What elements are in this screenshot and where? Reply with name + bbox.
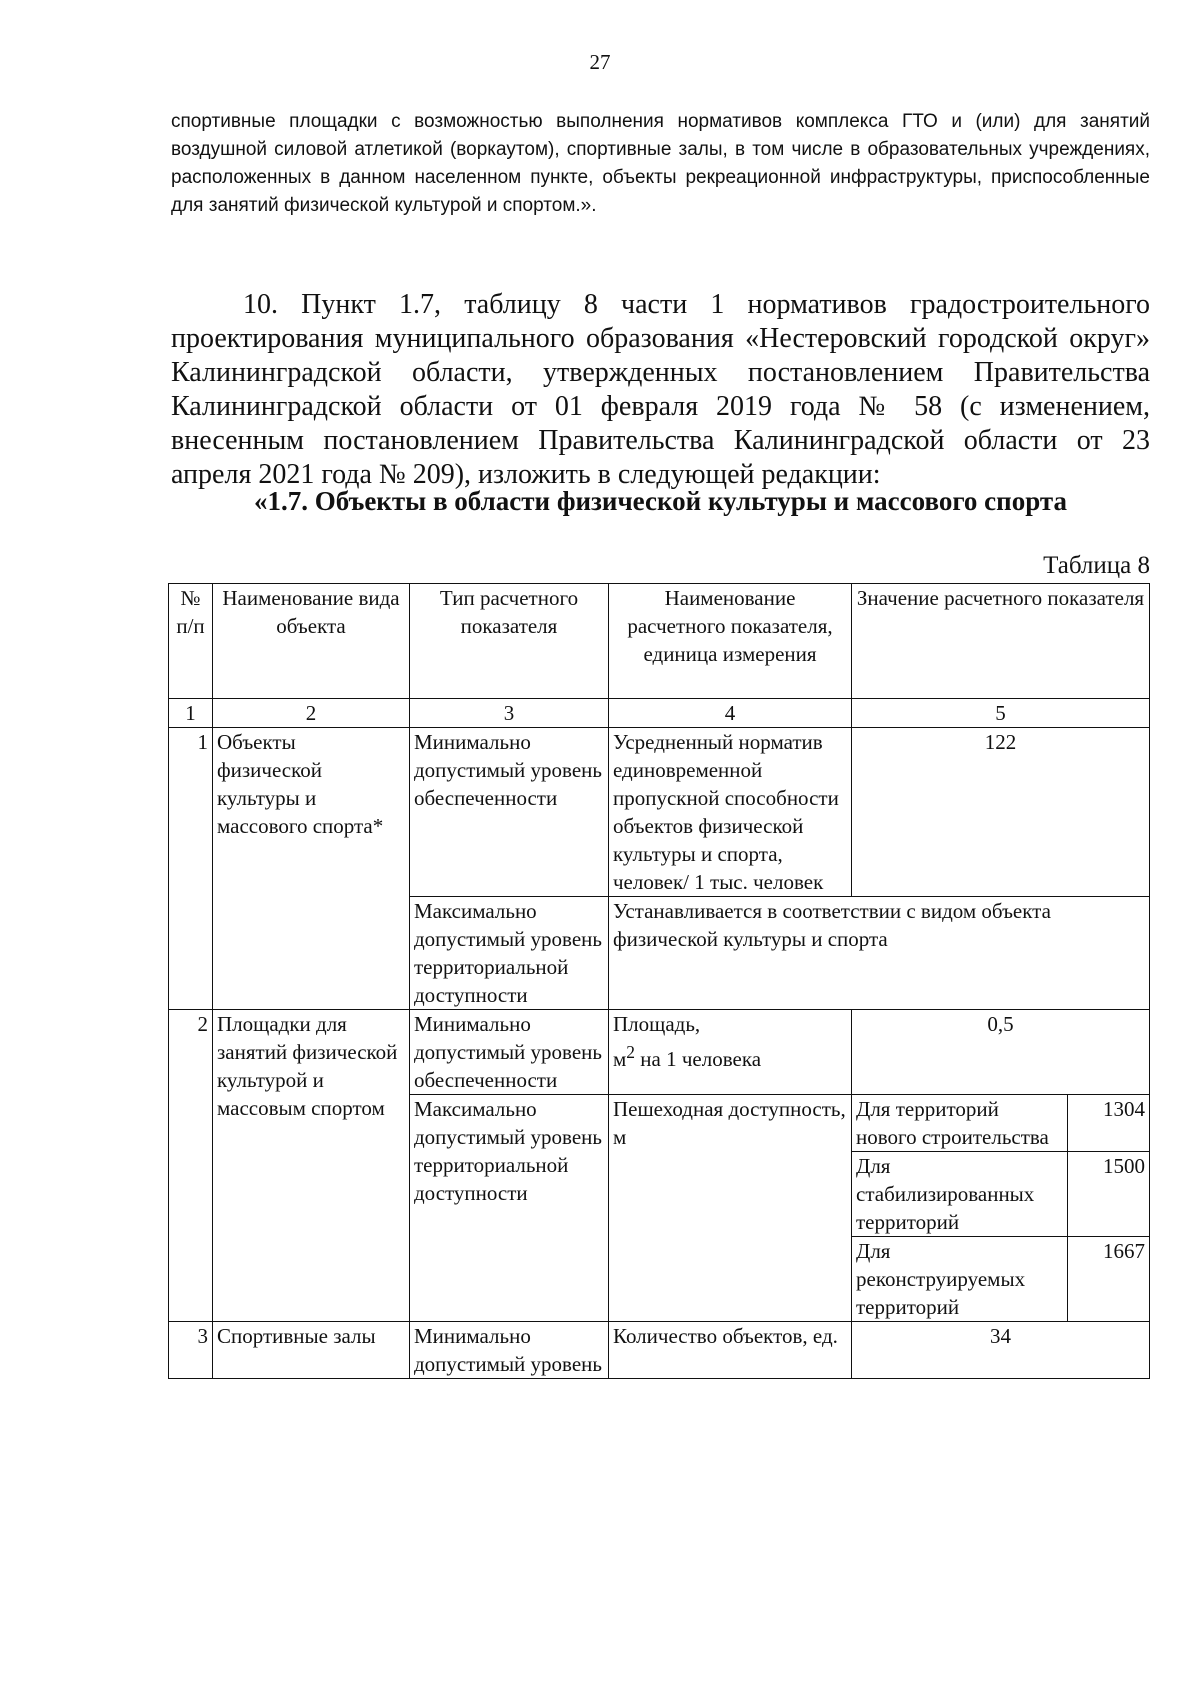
indicator-area-suffix: на 1 человека — [635, 1047, 762, 1071]
sub-category-label: Для стабилизированных территорий — [852, 1152, 1068, 1237]
column-number-cell: 2 — [213, 699, 410, 728]
indicator-name-cell: Устанавливается в соответствии с видом объекта физической культуры и спорта — [609, 897, 1150, 1010]
indicator-name-cell: Количество объектов, ед. — [609, 1322, 852, 1379]
row-number: 3 — [169, 1322, 213, 1379]
column-number-cell: 1 — [169, 699, 213, 728]
indicator-type-cell: Максимально допустимый уровень территориальной доступности — [410, 1095, 609, 1322]
sub-category-label: Для территорий нового строительства — [852, 1095, 1068, 1152]
indicator-name-cell — [609, 1010, 852, 1095]
indicator-value-cell: 122 — [852, 728, 1150, 897]
indicator-type-cell: Минимально допустимый уровень — [410, 1322, 609, 1379]
indicator-area-exponent: 2 — [626, 1042, 636, 1062]
object-name-cell: Объекты физической культуры и массового спорта* — [213, 728, 410, 1010]
section-heading: «1.7. Объекты в области физической культуры и массового спорта — [254, 486, 1067, 516]
header-cell: Наименование вида объекта — [213, 584, 410, 699]
sub-category-label: Для реконструируемых территорий — [852, 1237, 1068, 1322]
object-name-cell: Спортивные залы — [213, 1322, 410, 1379]
sub-category-value: 1500 — [1068, 1152, 1150, 1237]
sub-category-value: 1667 — [1068, 1237, 1150, 1322]
indicator-type-cell: Максимально допустимый уровень территориальной доступности — [410, 897, 609, 1010]
indicator-name-cell: Пешеходная доступность, м — [609, 1095, 852, 1322]
indicator-area-unit: м — [613, 1047, 627, 1071]
header-cell: № п/п — [169, 584, 213, 699]
header-cell: Тип расчетного показателя — [410, 584, 609, 699]
main-paragraph-text: 10. Пункт 1.7, таблицу 8 части 1 нормативов градостроительного проектирования муниципального образования «Нестеровский городской округ» Калининградской области, утвержденных постановлением Правительства Калининградской области от 01 февраля 2019 года № 58 (с изменением, внесенным постановлением Правительства Калининградской области от 23 апреля 2021 года № 209), изложить в следующей редакции: — [171, 289, 1150, 490]
indicator-value-cell: 34 — [852, 1322, 1150, 1379]
table-row — [169, 1010, 1150, 1095]
indicator-type-cell: Минимально допустимый уровень обеспеченности — [410, 728, 609, 897]
indicator-name-cell: Усредненный норматив единовременной пропускной способности объектов физической культуры и спорта, человек/ 1 тыс. человек — [609, 728, 852, 897]
column-number-row — [169, 699, 1150, 728]
table-row — [169, 728, 1150, 897]
main-paragraph — [171, 288, 1150, 492]
page-number: 27 — [589, 50, 611, 74]
indicator-value-cell: 0,5 — [852, 1010, 1150, 1095]
row-number: 2 — [169, 1010, 213, 1322]
table-header-row — [169, 584, 1150, 699]
column-number-cell: 4 — [609, 699, 852, 728]
table-caption: Таблица 8 — [1043, 552, 1150, 579]
indicator-area-prefix: Площадь, — [613, 1012, 701, 1036]
header-cell: Значение расчетного показателя — [852, 584, 1150, 699]
norms-table — [168, 583, 1150, 1379]
column-number-cell: 3 — [410, 699, 609, 728]
object-name-cell: Площадки для занятий физической культурой и массовым спортом — [213, 1010, 410, 1322]
column-number-cell: 5 — [852, 699, 1150, 728]
row-number: 1 — [169, 728, 213, 1010]
intro-paragraph: спортивные площадки с возможностью выполнения нормативов комплекса ГТО и (или) для занятий воздушной силовой атлетикой (воркаутом), спортивные залы, в том числе в образовательных учреждениях, расположенных в данном населенном пункте, объекты рекреационной инфраструктуры, приспособленные для занятий физической культурой и спортом.». — [171, 111, 1150, 216]
header-cell: Наименование расчетного показателя, единица измерения — [609, 584, 852, 699]
table-row — [169, 1322, 1150, 1379]
sub-category-value: 1304 — [1068, 1095, 1150, 1152]
indicator-type-cell: Минимально допустимый уровень обеспеченности — [410, 1010, 609, 1095]
